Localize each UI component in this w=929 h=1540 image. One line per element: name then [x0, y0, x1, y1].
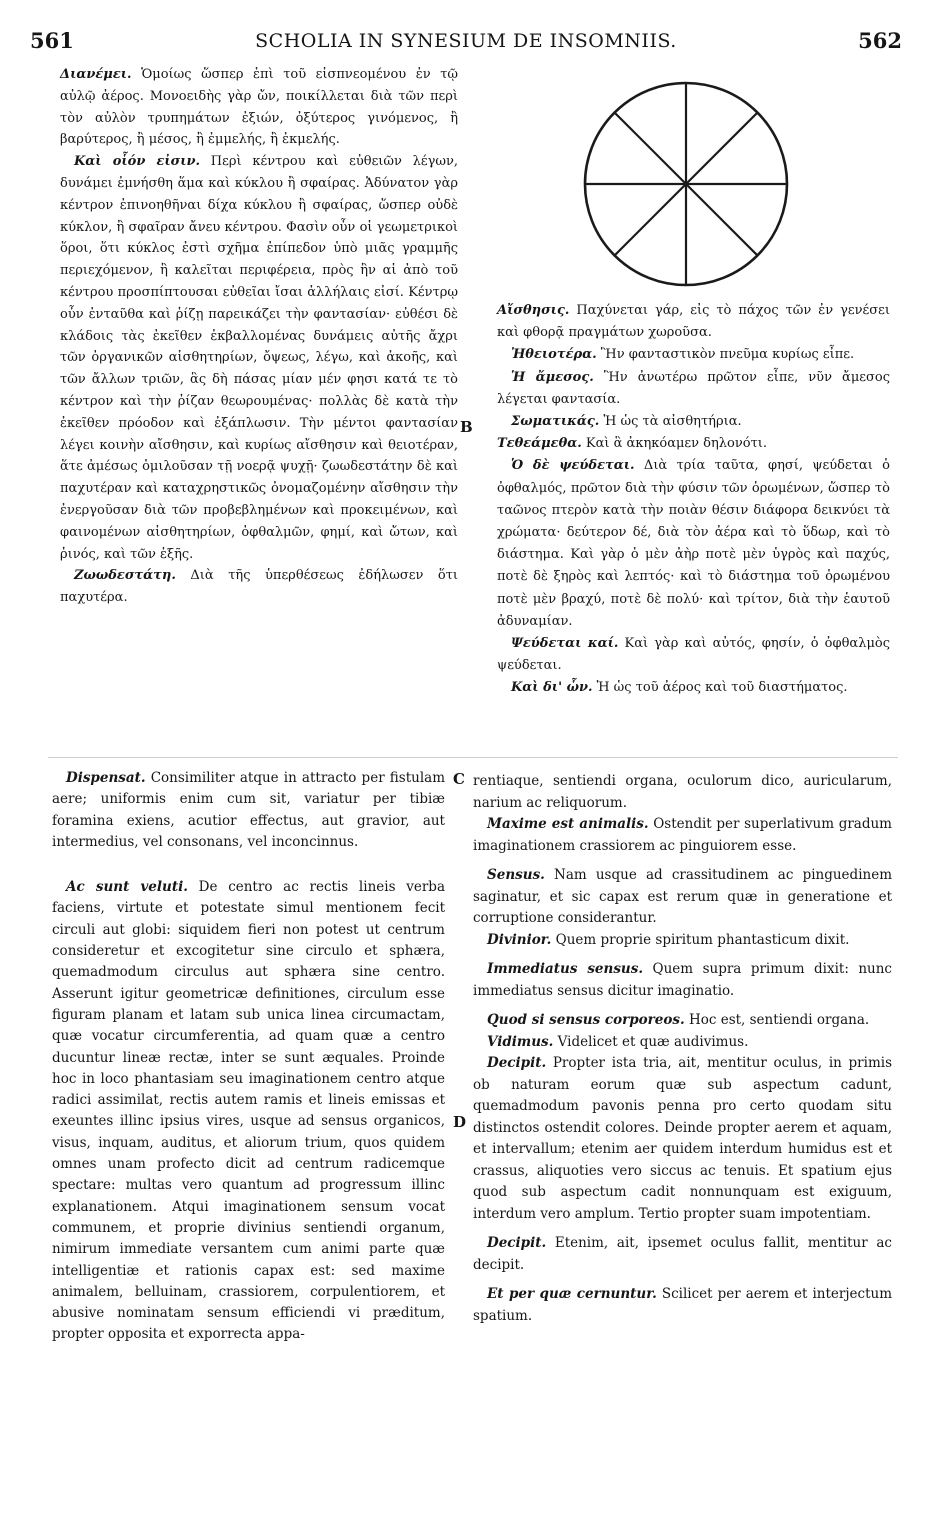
margin-letter-d: D: [453, 1113, 467, 1131]
lemma: Αἴσθησις.: [497, 303, 570, 318]
greek-paragraph: [497, 455, 890, 633]
gloss-text: Consimiliter atque in attracto per fistulam aere; uniformis enim cum sit, variatur per tibiæ foramina exiens, acutior effectus, aut gravior, aut intermedius, vel consonans, vel inconcinnus.: [52, 770, 445, 850]
latin-paragraph: [52, 768, 445, 853]
lemma: Maxime est animalis.: [487, 816, 649, 832]
latin-paragraph: [473, 1010, 892, 1032]
gloss-text: Quem supra primum dixit: nunc immediatus sensus dicitur imaginatio.: [473, 961, 892, 999]
radius-line: [615, 184, 686, 255]
gloss-text: Διὰ τρία ταῦτα, φησί, ψεύδεται ὁ ὀφθαλμός, πρῶτον διὰ τὴν φύσιν τῶν ὁρωμένων, ὥσπερ τὸ ταῶνος πτερὸν κατὰ τὴν ποιὰν θέσιν διάφορα δεικνύει τὰ χρώματα· δεύτερον δέ, διὰ τὸν ἀέρα καὶ τὸ ὕδωρ, καὶ τὸ διάστημα. Καὶ γὰρ ὁ μὲν ἀὴρ ποτὲ μὲν ὑγρὸς καὶ παχύς, ποτὲ δὲ ξηρὸς καὶ λεπτός· καὶ τὸ διάστημα τοῦ ὁρωμένου ποτὲ μὲν βραχύ, ποτὲ δὲ πολύ· καὶ τρίτον, διὰ τὴν ἑαυτοῦ ἀδυναμίαν.: [497, 458, 891, 629]
lemma: Τεθεάμεθα.: [497, 436, 582, 452]
greek-paragraph: [497, 344, 890, 366]
gloss-text: Nam usque ad crassitudinem ac pinguedinem saginatur, et sic capax est rerum quæ in generatione et corruptione considerantur.: [473, 867, 892, 926]
lemma: Et per quæ cernuntur.: [487, 1286, 657, 1302]
greek-paragraph: [60, 565, 458, 609]
greek-paragraph: [497, 411, 890, 433]
lemma: Σωματικάς.: [511, 414, 600, 430]
gloss-text: Παχύνεται γάρ, εἰς τὸ πάχος τῶν ἐν γενέσει καὶ φθορᾷ πραγμάτων χωροῦσα.: [497, 303, 890, 341]
gloss-text: Καὶ γὰρ καὶ αὐτός, φησίν, ὁ ὀφθαλμὸς ψεύδεται.: [497, 636, 890, 674]
lemma: Quod si sensus corporeos.: [487, 1012, 685, 1028]
margin-letter-c: C: [453, 770, 465, 788]
latin-paragraph: [473, 1032, 892, 1054]
greek-column-left: [60, 64, 458, 609]
greek-paragraph: [497, 633, 890, 677]
lemma: Ac sunt veluti.: [66, 879, 188, 896]
latin-paragraph: [473, 959, 892, 1002]
lemma: Decipit.: [487, 1235, 547, 1251]
greek-paragraph: [497, 433, 890, 455]
running-header: [30, 28, 902, 58]
latin-paragraph: [473, 771, 892, 814]
lemma: Ὁ δὲ ψεύδεται.: [511, 458, 635, 474]
lemma: Ἠθειοτέρα.: [511, 347, 597, 363]
gloss-text: Etenim, ait, ipsemet oculus fallit, mentitur ac decipit.: [473, 1235, 892, 1273]
lemma: Decipit.: [487, 1055, 547, 1071]
gloss-text: Hoc est, sentiendi organa.: [684, 1012, 870, 1028]
gloss-text: Propter ista tria, ait, mentitur oculus, in primis ob naturam eorum quæ sub aspectum cadunt, quemadmodum pavonis penna pro certo quodam situ distinctos ostendit colores. Deinde propter aerem et aquam, et intervallum; etenim aer quidem interdum humidus est et crassus, aliquoties vero siccus ac tenuis. Et spatium ejus quod sub aspectum cadit nonnunquam est exiguum, interdum vero amplum. Tertio propter suam impotentiam.: [473, 1055, 892, 1222]
lemma: Vidimus.: [487, 1033, 554, 1050]
greek-paragraph: [497, 300, 890, 344]
latin-paragraph: [473, 1284, 892, 1327]
gloss-text: Scilicet per aerem et interjectum spatium.: [473, 1286, 893, 1324]
radii: [585, 83, 787, 285]
latin-paragraph: [473, 930, 892, 952]
lemma: Καὶ δι' ὧν.: [511, 680, 593, 696]
latin-paragraph: [52, 877, 445, 1346]
lemma: Καὶ οἷόν εἰσιν.: [74, 154, 201, 170]
latin-paragraph: [473, 1233, 892, 1276]
greek-column-right: [497, 300, 890, 700]
gloss-text: Περὶ κέντρου καὶ εὐθειῶν λέγων, δυνάμει ἐμνήσθη ἅμα καὶ κύκλου ἢ σφαίρας. Ἀδύνατον γὰρ κέντρον ἐπινοηθῆναι δίχα κύκλου ἢ σφαίρας, ὥσπερ οὐδὲ κύκλον, ἢ σφαῖραν ἄνευ κέντρου. Φασὶν οὖν οἱ γεωμετρικοὶ ὅροι, ὅτι κύκλος ἐστὶ σχῆμα ἐπίπεδον ὑπὸ μιᾶς γραμμῆς περιεχόμενον, ἣ καλεῖται περιφέρεια, πρὸς ἣν αἱ ἀπὸ τοῦ κέντρου προσπίπτουσαι εὐθεῖαι ἴσαι ἀλλήλαις εἰσί. Κέντρῳ οὖν ἐνταῦθα καὶ ῥίζῃ παρεικάζει τὴν φαντασίαν· εὐθέσι δὲ κλάδοις τὰς ἐκεῖθεν ἐκβαλλομένας δυνάμεις αὐτῆς ἄχρι τῶν ὀργανικῶν αἰσθητηρίων, ὄψεως, λέγω, καὶ ἀκοῆς, καὶ τῶν ἄλλων τριῶν, ἃς δὴ πάσας μίαν μέν φησι κατά τε τὸ κέντρον καὶ τὴν ῥίζαν θεωρουμένας· πολλὰς δὲ κατὰ τὴν ἐκεῖθεν πρόοδον καὶ ἐξάπλωσιν. Τὴν μέντοι φαντασίαν λέγει κοινὴν αἴσθησιν, καὶ κυρίως αἴσθησιν καὶ θειοτέραν, ἅτε ἀμέσως ὁμιλοῦσαν τῇ νοερᾷ ψυχῇ· ζωωδεστάτην δὲ καὶ παχυτέραν καὶ καταχρηστικῶς ὀνομαζομένην αἴσθησιν τὴν ἐνεργοῦσαν διὰ τῶν προβεβλημένων καὶ προκειμένων, καὶ φαινομένων αἰσθητηρίων, ὀφθαλμῶν, φημί, καὶ ὤτων, καὶ ῥινός, καὶ τῶν ἑξῆς.: [60, 154, 458, 562]
greek-paragraph: [60, 64, 458, 151]
lemma: Ζωωδεστάτη.: [74, 568, 176, 584]
gloss-text: Ἡ ὡς τὰ αἰσθητήρια.: [599, 414, 742, 430]
margin-letter-b: B: [460, 418, 473, 436]
latin-paragraph: [473, 1053, 892, 1225]
gloss-text: Videlicet et quæ audivimus.: [553, 1033, 749, 1050]
gloss-text: rentiaque, sentiendi organa, oculorum dico, auricularum, narium ac reliquorum.: [473, 773, 892, 811]
lemma: Διανέμει.: [60, 67, 132, 82]
lemma: Divinior.: [487, 931, 552, 948]
latin-column-right: [473, 771, 892, 1327]
gloss-text: Quem proprie spiritum phantasticum dixit.: [551, 931, 850, 948]
latin-paragraph: [473, 814, 892, 857]
gloss-text: Διὰ τῆς ὑπερθέσεως ἐδήλωσεν ὅτι παχυτέρα.: [60, 568, 458, 606]
greek-paragraph: [497, 367, 890, 411]
lemma: Ἡ ἄμεσος.: [511, 369, 594, 385]
greek-paragraph: [497, 677, 890, 699]
greek-paragraph: [60, 151, 458, 565]
latin-column-left: [52, 768, 445, 1346]
lemma: Immediatus sensus.: [487, 961, 644, 977]
gloss-text: Ἣν φανταστικὸν πνεῦμα κυρίως εἶπε.: [596, 347, 855, 363]
lemma: Ψεύδεται καί.: [511, 636, 619, 652]
gloss-text: Καὶ ἃ ἀκηκόαμεν δηλονότι.: [581, 436, 768, 452]
radius-line: [686, 113, 757, 184]
section-divider: [48, 757, 898, 758]
gloss-text: De centro ac rectis lineis verba faciens, virtute et potestate simul mentionem fecit circuli aut globi: siquidem fieri non potest ut centrum consideretur et excogitetur sine circulo et sphæra, quemadmodum circulus aut sphæra sine centro. Asserunt igitur geometricæ definitiones, circulum esse figuram planam et latam sub unica linea circumactam, quæ vocatur circumferentia, ad quam quæ a centro ducuntur lineæ rectæ, inter se sunt æquales. Proinde hoc in loco phantasiam seu imaginationem centro atque radici assimilat, rectis autem ramis et lineis emissas et exeuntes illinc ipsius vires, usque ad sensus organicos, visus, inquam, auditus, et aliorum trium, quos quidem omnes unam profecto dicit ad centrum radicemque spectare: multas vero quantum ad progressum illinc explanationem. Atqui imaginationem sensum vocat communem, et proprie divinius sentiendi organum, nimirum immediate versantem cum animi parte quæ intelligentiæ et rationis capax est: sed maxime animalem, belluinam, crassiorem, corpulentiorem, et abusive nominatam sensum efficiendi vi præditum, propter opposita et exporrecta appa-: [52, 879, 445, 1343]
lemma: Sensus.: [487, 867, 545, 883]
radius-line: [686, 184, 757, 255]
radius-line: [615, 113, 686, 184]
gloss-text: Ostendit per superlativum gradum imaginationem crassiorem ac pinguiorem esse.: [473, 816, 892, 854]
page-number-right: 562: [858, 28, 902, 53]
latin-paragraph: [473, 865, 892, 930]
gloss-text: Ἡ ὡς τοῦ ἀέρος καὶ τοῦ διαστήματος.: [592, 680, 848, 696]
gloss-text: Ἣν ἀνωτέρω πρῶτον εἶπε, νῦν ἄμεσος λέγεται φαντασία.: [497, 369, 890, 407]
circle-with-radii-diagram: [580, 78, 792, 290]
page-number-left: 561: [30, 28, 74, 53]
page-title: SCHOLIA IN SYNESIUM DE INSOMNIIS.: [255, 30, 677, 52]
lemma: Dispensat.: [66, 770, 146, 786]
gloss-text: Ὁμοίως ὥσπερ ἐπὶ τοῦ εἰσπνεομένου ἐν τῷ αὐλῷ ἀέρος. Μονοειδὴς γὰρ ὤν, ποικίλλεται διὰ τῶν περὶ τὸν αὐλὸν τρυπημάτων ἐξιών, ὀξύτερος γινόμενος, ἢ βαρύτερος, ἢ μέσος, ἢ ἐμμελής, ἢ ἐκμελής.: [60, 67, 458, 148]
